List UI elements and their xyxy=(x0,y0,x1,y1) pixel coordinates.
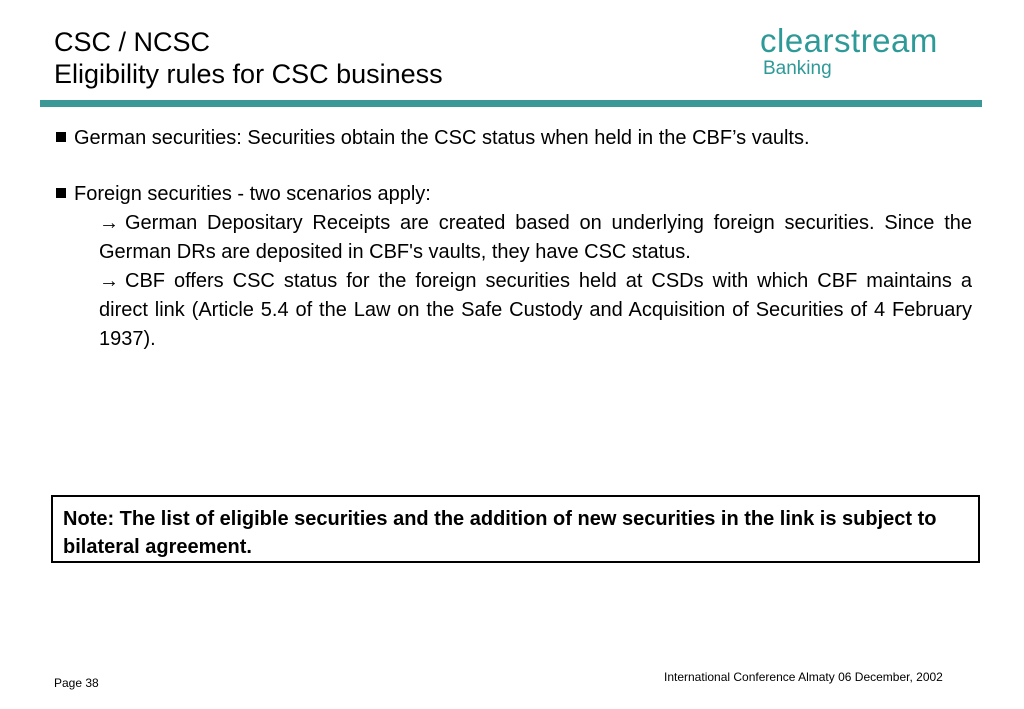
bullet-text-foreign: Foreign securities - two scenarios apply: xyxy=(74,183,431,205)
arrow-right-icon: → xyxy=(99,270,119,292)
sub-text-depositary-receipts: German Depositary Receipts are created based on underlying foreign securities. Since the German DRs are deposited in CBF's vaults, they have CSC status. xyxy=(99,212,972,263)
bullet-item-foreign xyxy=(56,180,972,209)
bullet-text-german: German securities: Securities obtain the CSC status when held in the CBF’s vaults. xyxy=(74,127,810,149)
slide-title xyxy=(54,26,443,90)
header-divider xyxy=(40,100,982,107)
page-number: Page 38 xyxy=(54,676,99,690)
title-line-2: Eligibility rules for CSC business xyxy=(54,59,443,89)
clearstream-logo xyxy=(760,24,938,80)
square-bullet-icon xyxy=(56,132,66,142)
logo-wordmark: clearstream xyxy=(760,22,938,59)
sub-text-direct-link: CBF offers CSC status for the foreign securities held at CSDs with which CBF maintains a direct link (Article 5.4 of the Law on the Safe Custody and Acquisition of Securities of 4 February 1937). xyxy=(99,270,972,350)
sub-item-direct-link xyxy=(99,267,972,354)
footer-conference: International Conference Almaty 06 December, 2002 xyxy=(664,670,943,684)
note-box xyxy=(51,495,980,563)
arrow-right-icon: → xyxy=(99,212,119,234)
logo-subtitle: Banking xyxy=(763,58,832,79)
square-bullet-icon xyxy=(56,188,66,198)
title-line-1: CSC / NCSC xyxy=(54,27,211,57)
bullet-item-german xyxy=(56,124,972,153)
slide-content xyxy=(56,124,972,354)
note-text: Note: The list of eligible securities and the addition of new securities in the link is subject to bilateral agreement. xyxy=(63,508,937,558)
sub-item-depositary-receipts xyxy=(99,209,972,267)
